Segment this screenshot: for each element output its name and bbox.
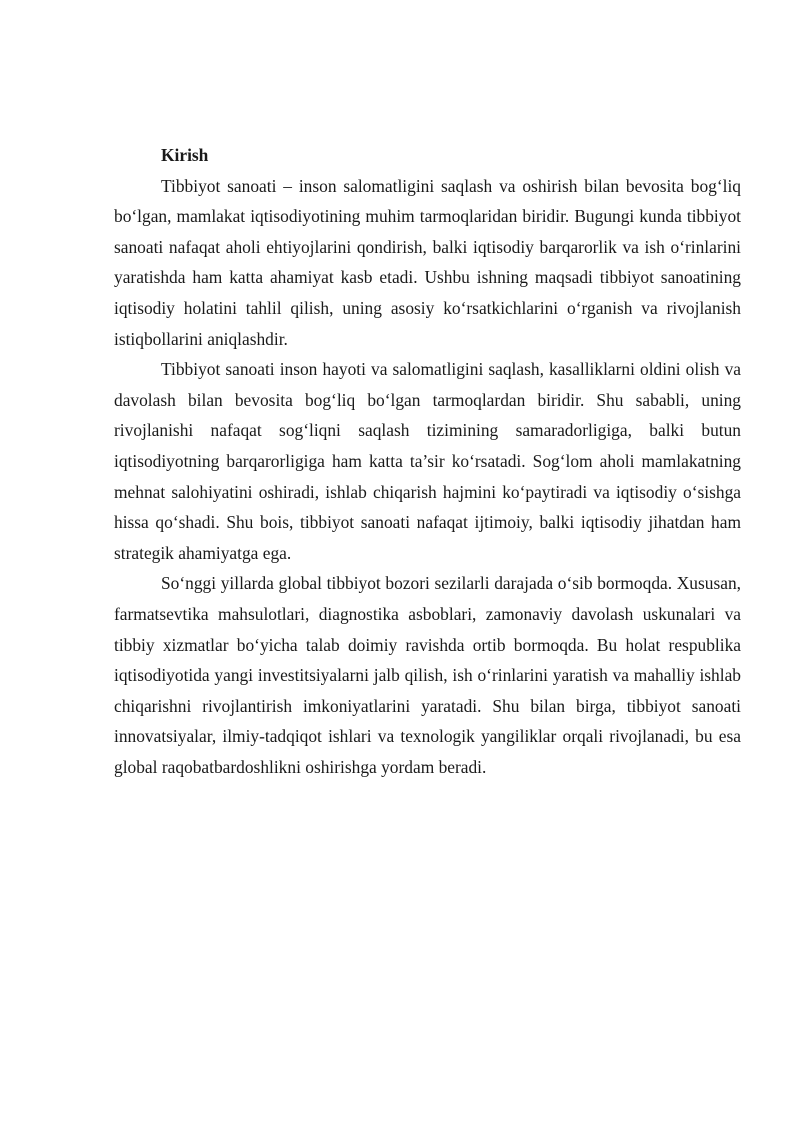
document-body	[114, 140, 741, 782]
section-heading: Kirish	[161, 145, 209, 165]
paragraph-1: Tibbiyot sanoati – inson salomatligini saqlash va oshirish bilan bevosita bog‘liq bo‘lgan, mamlakat iqtisodiyotining muhim tarmoqlaridan biridir. Bugungi kunda tibbiyot sanoati nafaqat aholi ehtiyojlarini qondirish, balki iqtisodiy barqarorlik va ish o‘rinlarini yaratishda ham katta ahamiyat kasb etadi. Ushbu ishning maqsadi tibbiyot sanoatining iqtisodiy holatini tahlil qilish, uning asosiy ko‘rsatkichlarini o‘rganish va rivojlanish istiqbollarini aniqlashdir.	[114, 175, 741, 349]
paragraph-2: Tibbiyot sanoati inson hayoti va salomatligini saqlash, kasalliklarni oldini olish va davolash bilan bevosita bog‘liq bo‘lgan tarmoqlardan biridir. Shu sababli, uning rivojlanishi nafaqat sog‘liqni saqlash tizimining samaradorligiga, balki butun iqtisodiyotning barqarorligiga ham katta ta’sir ko‘rsatadi. Sog‘lom aholi mamlakatning mehnat salohiyatini oshiradi, ishlab chiqarish hajmini ko‘paytiradi va iqtisodiy o‘sishga hissa qo‘shadi. Shu bois, tibbiyot sanoati nafaqat ijtimoiy, balki iqtisodiy jihatdan ham strategik ahamiyatga ega.	[114, 359, 741, 563]
paragraph-3: So‘nggi yillarda global tibbiyot bozori sezilarli darajada o‘sib bormoqda. Xususan, farmatsevtika mahsulotlari, diagnostika asboblari, zamonaviy davolash uskunalari va tibbiy xizmatlar bo‘yicha talab doimiy ravishda ortib bormoqda. Bu holat respublika iqtisodiyotida yangi investitsiyalarni jalb qilish, ish o‘rinlarini yaratish va mahalliy ishlab chiqarishni rivojlantirish imkoniyatlarini yaratadi. Shu bilan birga, tibbiyot sanoati innovatsiyalar, ilmiy-tadqiqot ishlari va texnologik yangiliklar orqali rivojlanadi, bu esa global raqobatbardoshlikni oshirishga yordam beradi.	[114, 573, 741, 777]
